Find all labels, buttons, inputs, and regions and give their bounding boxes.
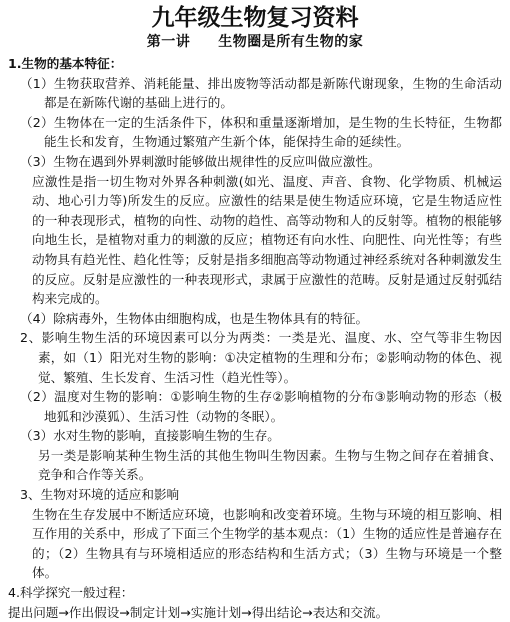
- section-2-item-3: （3）水对生物的影响，直接影响生物的生存。: [20, 428, 280, 444]
- section-1-item-1: （1）生物获取营养、消耗能量、排出废物等活动都是新陈代谢现象，生物的生命活动都是在新陈代谢的基础上进行的。: [20, 75, 502, 111]
- section-1-item-3: （3）生物在遇到外界刺激时能够做出规律性的反应叫做应激性。: [20, 153, 381, 169]
- section-2-heading: 2、影响生物生活的环境因素可以分为两类：一类是光、温度、水、空气等非生物因素，如（1）阳光对生物的影响：①决定植物的生理和分布；②影响动物的体色、视觉、繁殖、生长发育、生活习性（趋光性等）。: [20, 330, 502, 385]
- lecture-number: 第一讲: [146, 34, 191, 50]
- section-1-item-4: （4）除病毒外，生物体由细胞构成，也是生物体具有的特征。: [20, 310, 369, 326]
- section-3-body: 生物在生存发展中不断适应环境，也影响和改变着环境。生物与环境的相互影响、相互作用的关系中，形成了下面三个生物学的基本观点：（1）生物的适应性是普遍存在的；（2）生物具有与环境相适应的形态结构和生活方式；（3）生物与环境是一个整体。: [32, 506, 502, 581]
- section-2-biotic-factors: 另一类是影响某种生物生活的其他生物叫生物因素。生物与生物之间存在着捕食、竞争和合作等关系。: [38, 447, 502, 483]
- section-1-item-3-detail: 应激性是指一切生物对外界各种刺激(如光、温度、声音、食物、化学物质、机械运动、地心引力等)所发生的反应。应激性的结果是使生物适应环境，它是生物适应性的一种表现形式，植物的向性、动物的趋性、高等动物和人的反射等。植物的根能够向地生长，是植物对重力的刺激的反应；植物还有向水性、向肥性、向光性等；有些动物具有趋光性、趋化性等；反射是指多细胞高等动物通过神经系统对各种刺激发生的反应。反射是应激性的一种表现形式，隶属于应激性的范畴。反射是通过反射弧结构来完成的。: [32, 173, 502, 307]
- section-4-heading: 4.科学探究一般过程：: [8, 585, 134, 601]
- lecture-heading: [8, 32, 502, 52]
- lecture-name: 生物圈是所有生物的家: [218, 34, 364, 50]
- section-4-body: 提出问题→作出假设→制定计划→实施计划→得出结论→表达和交流。: [8, 604, 389, 620]
- document-title: 九年级生物复习资料: [151, 4, 359, 31]
- section-2-item-2: （2）温度对生物的影响：①影响生物的生存②影响植物的分布③影响动物的形态（极地狐和沙漠狐）、生活习性（动物的冬眠）。: [20, 389, 502, 424]
- section-1-item-2: （2）生物体在一定的生活条件下，体积和重量逐渐增加，是生物的生长特征，生物都能生长和发育，生物通过繁殖产生新个体，能保持生命的延续性。: [20, 114, 502, 150]
- section-1-heading: 1.生物的基本特征：: [8, 56, 123, 71]
- section-3-heading: 3、生物对环境的适应和影响: [20, 487, 180, 503]
